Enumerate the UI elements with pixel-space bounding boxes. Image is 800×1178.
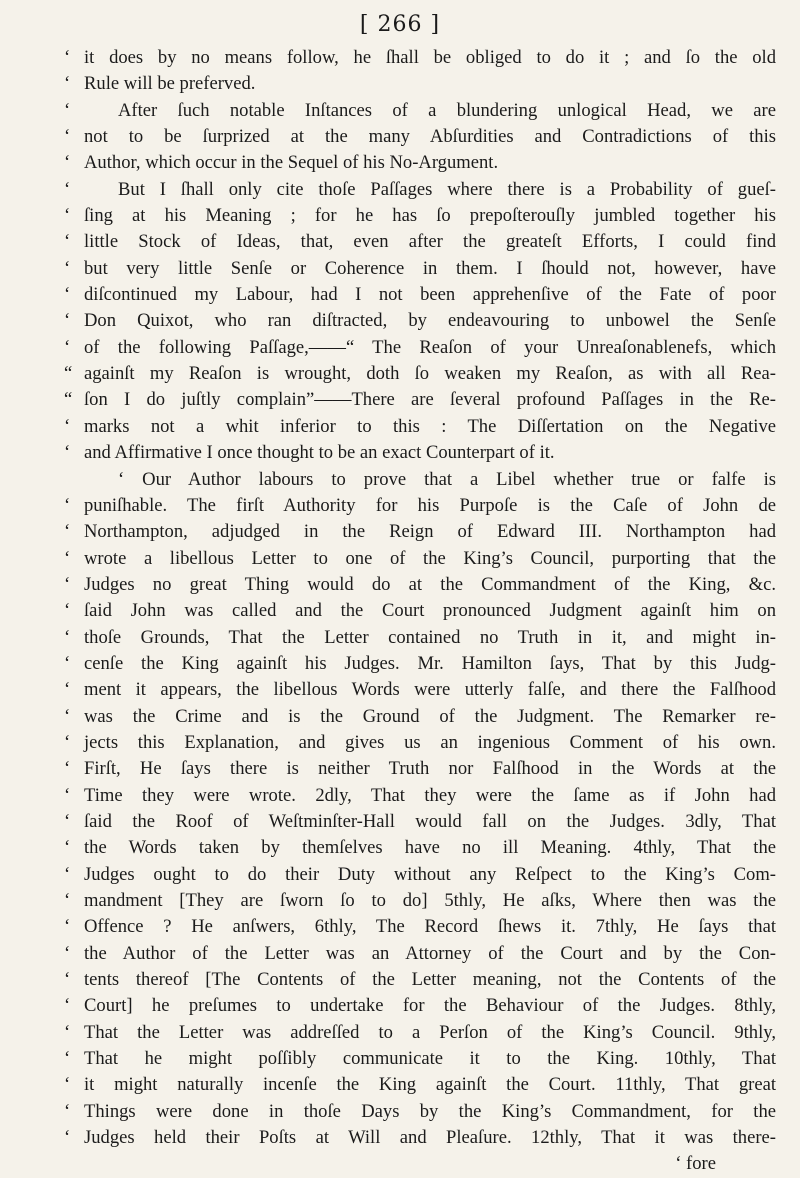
quote-mark: ‘ [64, 995, 71, 1017]
quote-mark: ‘ [64, 178, 71, 200]
text-line [64, 835, 776, 861]
text-line [64, 124, 776, 150]
quote-mark: ‘ [64, 705, 71, 727]
quote-mark: ‘ [64, 837, 71, 859]
line-text: ‘ Our Author labours to prove that a Libel whether true or falfe is [118, 468, 776, 490]
line-text: puniſhable. The firſt Authority for his Purpoſe is the Caſe of John de [84, 494, 776, 516]
line-text: was the Crime and is the Ground of the Judgment. The Remarker re- [84, 705, 776, 727]
quote-mark: ‘ [64, 1021, 71, 1043]
quote-mark: ‘ [64, 1074, 71, 1096]
text-line [64, 941, 776, 967]
line-text: Court] he preſumes to undertake for the Behaviour of the Judges. 8thly, [84, 995, 776, 1017]
line-text: little Stock of Ideas, that, even after the greateſt Efforts, I could find [84, 231, 776, 253]
quote-mark: ‘ [64, 652, 71, 674]
text-line [64, 677, 776, 703]
quote-mark: ‘ [64, 47, 71, 68]
quote-mark: ‘ [64, 863, 71, 885]
line-text: and Affirmative I once thought to be an exact Counterpart of it. [84, 442, 555, 464]
quote-mark: ‘ [64, 336, 71, 358]
text-line [64, 651, 776, 677]
quote-mark: ‘ [64, 626, 71, 648]
quote-mark: ‘ [64, 810, 71, 832]
quote-mark: ‘ [64, 573, 71, 595]
text-line [64, 177, 776, 203]
line-text: thoſe Grounds, That the Letter contained no Truth in it, and might in- [84, 626, 776, 648]
line-text: jects this Explanation, and gives us an ingenious Comment of his own. [84, 731, 776, 753]
text-line [64, 1046, 776, 1072]
text-line [64, 756, 776, 782]
line-text: marks not a whit inferior to this : The Diſſertation on the Negative [84, 415, 776, 437]
text-line [64, 387, 776, 413]
quote-mark: ‘ [64, 152, 71, 174]
quote-mark: ‘ [64, 679, 71, 701]
line-text: ſing at his Meaning ; for he has ſo prepoſterouſly jumbled together his [84, 205, 776, 227]
text-line [64, 1125, 776, 1151]
line-text: it might naturally incenſe the King againſt the Court. 11thly, That great [84, 1074, 776, 1096]
text-line [64, 467, 776, 493]
line-text: wrote a libellous Letter to one of the King’s Council, purporting that the [84, 547, 776, 569]
line-text: the Author of the Letter was an Attorney of the Court and by the Con- [84, 942, 776, 964]
text-line [64, 546, 776, 572]
quote-mark: ‘ [64, 231, 71, 253]
text-line [64, 1072, 776, 1098]
line-text: Firſt, He ſays there is neither Truth nor Falſhood in the Words at the [84, 758, 776, 780]
quote-mark: ‘ [64, 784, 71, 806]
text-line [64, 1151, 776, 1177]
text-line [64, 414, 776, 440]
line-text: Judges ought to do their Duty without any Reſpect to the King’s Com- [84, 863, 776, 885]
text-line [64, 282, 776, 308]
quote-mark: “ [64, 389, 73, 411]
line-text: but very little Senſe or Coherence in them. I ſhould not, however, have [84, 257, 776, 279]
quote-mark: ‘ [64, 547, 71, 569]
quote-mark: ‘ [64, 126, 71, 148]
line-text: againſt my Reaſon is wrought, doth ſo weaken my Reaſon, as with all Rea- [84, 363, 776, 385]
quote-mark: ‘ [64, 415, 71, 437]
line-text: tents thereof [The Contents of the Letter meaning, not the Contents of the [84, 969, 776, 991]
line-text: Rule will be preferved. [84, 73, 256, 95]
line-text: But I ſhall only cite thoſe Paſſages where there is a Probability of gueſ- [118, 178, 776, 200]
line-text: not to be ſurprized at the many Abſurdities and Contradictions of this [84, 126, 776, 148]
text-line [64, 888, 776, 914]
text-line [64, 1099, 776, 1125]
text-line [64, 598, 776, 624]
line-text: of the following Paſſage,——“ The Reaſon of your Unreaſonablenefs, which [84, 336, 776, 358]
text-line [64, 256, 776, 282]
line-text: That he might poſſibly communicate it to the King. 10thly, That [84, 1048, 776, 1070]
text-line [64, 361, 776, 387]
quote-mark: ‘ [64, 890, 71, 911]
line-text: Author, which occur in the Sequel of his No-Argument. [84, 152, 499, 174]
text-line [64, 519, 776, 545]
quote-mark: ‘ [64, 99, 71, 121]
text-line [64, 967, 776, 993]
line-text: it does by no means follow, he ſhall be obliged to do it ; and ſo the old [84, 47, 776, 68]
text-line [64, 98, 776, 124]
line-text: ‘ fore [675, 1153, 716, 1175]
line-text: Don Quixot, who ran diſtracted, by endeavouring to unbowel the Senſe [84, 310, 776, 332]
text-line [64, 862, 776, 888]
quote-mark: ‘ [64, 284, 71, 306]
text-line [64, 572, 776, 598]
text-line [64, 730, 776, 756]
text-line [64, 71, 776, 97]
text-line [64, 993, 776, 1019]
text-line [64, 809, 776, 835]
line-text: mandment [They are ſworn ſo to do] 5thly, He aſks, Where then was the [84, 890, 776, 911]
line-text: Things were done in thoſe Days by the King’s Commandment, for the [84, 1100, 776, 1122]
text-line [64, 914, 776, 940]
text-line [64, 440, 776, 466]
quote-mark: ‘ [64, 257, 71, 279]
text-line [64, 335, 776, 361]
line-text: Judges no great Thing would do at the Commandment of the King, &c. [84, 573, 776, 595]
quote-mark: ‘ [64, 310, 71, 332]
text-line [64, 704, 776, 730]
quote-mark: ‘ [64, 73, 71, 95]
text-line [64, 308, 776, 334]
quote-mark: ‘ [64, 521, 71, 543]
text-line [64, 783, 776, 809]
text-line [64, 150, 776, 176]
quote-mark: “ [64, 363, 73, 385]
line-text: ſaid the Roof of Weſtminſter-Hall would fall on the Judges. 3dly, That [84, 810, 776, 832]
quote-mark: ‘ [64, 758, 71, 780]
quote-mark: ‘ [64, 1127, 71, 1149]
quote-mark: ‘ [64, 494, 71, 516]
line-text: ſaid John was called and the Court pronounced Judgment againſt him on [84, 600, 776, 622]
text-line [64, 625, 776, 651]
quote-mark: ‘ [64, 1048, 71, 1070]
page-number: [ 266 ] [359, 12, 441, 37]
line-text: Offence ? He anſwers, 6thly, The Record ſhews it. 7thly, He ſays that [84, 916, 776, 938]
quote-mark: ‘ [64, 442, 71, 464]
quote-mark: ‘ [64, 916, 71, 938]
text-line [64, 1020, 776, 1046]
text-line [64, 45, 776, 71]
quote-mark: ‘ [64, 600, 71, 622]
quote-mark: ‘ [64, 942, 71, 964]
line-text: That the Letter was addreſſed to a Perſon of the King’s Council. 9thly, [84, 1021, 776, 1043]
line-text: ment it appears, the libellous Words were utterly falſe, and there the Falſhood [84, 679, 776, 701]
page-body [64, 45, 776, 1178]
quote-mark: ‘ [64, 731, 71, 753]
quote-mark: ‘ [64, 969, 71, 991]
line-text: the Words taken by themſelves have no ill Meaning. 4thly, That the [84, 837, 776, 859]
quote-mark: ‘ [64, 1100, 71, 1122]
line-text: cenſe the King againſt his Judges. Mr. Hamilton ſays, That by this Judg- [84, 652, 776, 674]
line-text: diſcontinued my Labour, had I not been apprehenſive of the Fate of poor [84, 284, 776, 306]
line-text: Time they were wrote. 2dly, That they were the ſame as if John had [84, 784, 776, 806]
line-text: Judges held their Poſts at Will and Pleaſure. 12thly, That it was there- [84, 1127, 776, 1149]
text-line [64, 203, 776, 229]
text-line [64, 493, 776, 519]
line-text: After ſuch notable Inſtances of a blundering unlogical Head, we are [118, 99, 776, 121]
text-line [64, 229, 776, 255]
quote-mark: ‘ [64, 205, 71, 227]
line-text: Northampton, adjudged in the Reign of Edward III. Northampton had [84, 521, 776, 543]
line-text: ſon I do juſtly complain”——There are ſeveral profound Paſſages in the Re- [84, 389, 776, 411]
